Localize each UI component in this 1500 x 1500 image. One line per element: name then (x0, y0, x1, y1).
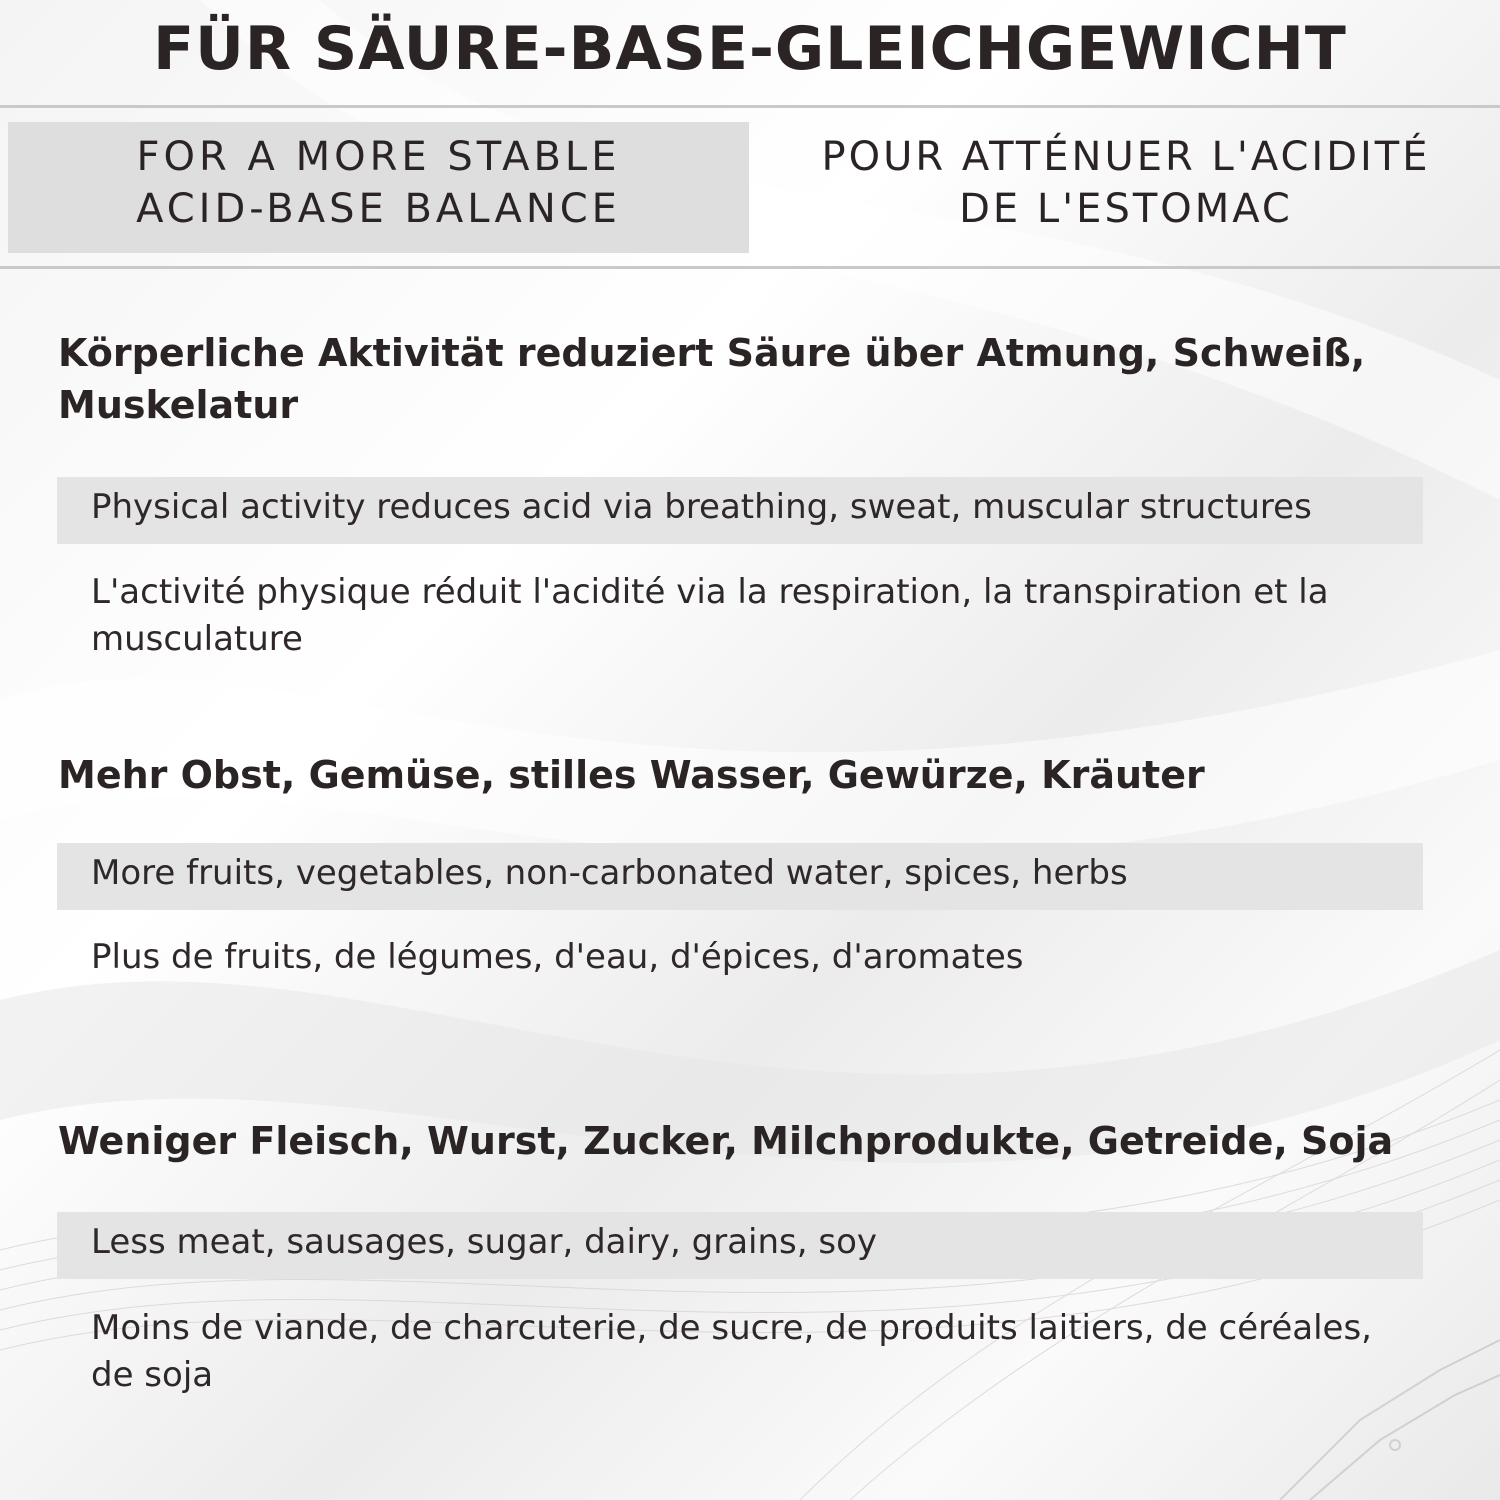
divider-top (0, 105, 1500, 108)
divider-bottom (0, 266, 1500, 269)
section-2-english: More fruits, vegetables, non-carbonated water, spices, herbs (91, 853, 1128, 893)
section-3-french: Moins de viande, de charcuterie, de sucre, de produits laitiers, de céréales, de soja (91, 1308, 1372, 1395)
page-title: FÜR SÄURE-BASE-GLEICHGEWICHT (153, 14, 1347, 84)
section-2-french: Plus de fruits, de légumes, d'eau, d'épices, d'aromates (91, 937, 1024, 977)
section-3-english: Less meat, sausages, sugar, dairy, grains, soy (91, 1222, 878, 1262)
subtitle-french: POUR ATTÉNUER L'ACIDITÉ DE L'ESTOMAC (821, 134, 1431, 232)
section-1-heading: Körperliche Aktivität reduziert Säure über Atmung, Schweiß, Muskelatur (58, 331, 1366, 427)
section-3-heading: Weniger Fleisch, Wurst, Zucker, Milchprodukte, Getreide, Soja (58, 1119, 1394, 1163)
section-2-heading: Mehr Obst, Gemüse, stilles Wasser, Gewürze, Kräuter (58, 753, 1205, 797)
section-1-french: L'activité physique réduit l'acidité via la respiration, la transpiration et la musculature (91, 572, 1329, 659)
subtitle-english: FOR A MORE STABLE ACID-BASE BALANCE (136, 134, 621, 232)
section-1-english: Physical activity reduces acid via breathing, sweat, muscular structures (91, 487, 1312, 527)
